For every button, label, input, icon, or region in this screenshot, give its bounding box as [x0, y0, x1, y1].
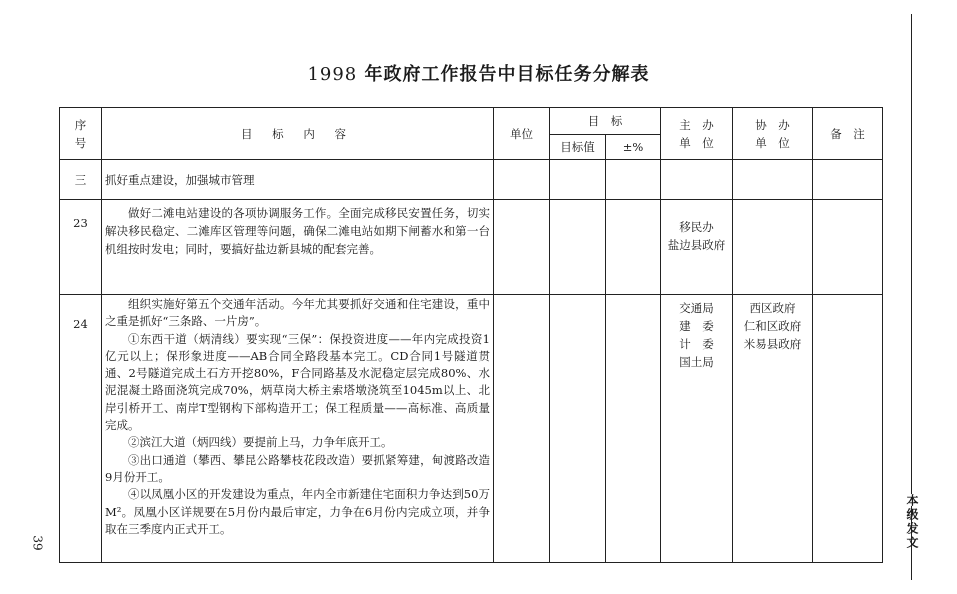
row-pm — [606, 295, 661, 563]
row-lead: 移民办 盐边县政府 — [661, 200, 733, 295]
table-row — [60, 200, 883, 295]
title-text: 年政府工作报告中目标任务分解表 — [364, 64, 650, 85]
row-unit — [494, 160, 550, 200]
task-table — [59, 107, 883, 563]
header-target: 目 标 — [550, 108, 661, 135]
row-target-value — [550, 200, 606, 295]
row-content: 组织实施好第五个交通年活动。今年尤其要抓好交通和住宅建设，重中之重是抓好“三条路、一片房”。 ①东西干道（炳清线）要实现“三保”：保投资进度——年内完成投资1亿元以上；保形象进度——AB合同全路段基本完工。CD合同1号隧道贯通、2号隧道完成土石方开挖80%，F合同路基及水泥稳定层完成80%、水泥混凝土路面浇筑完成70%，炳草岗大桥主索塔墩浇筑至1045m以上、北岸引桥开工、南岸T型钢构下部构造开工；保工程质量——高标准、高质量完成。 ②滨江大道（炳四线）要提前上马，力争年底开工。 ③出口通道（攀西、攀昆公路攀枝花段改造）要抓紧筹建，甸渡路改造9月份开工。 ④以凤凰小区的开发建设为重点，年内全市新建住宅面积力争达到50万M²。凤凰小区详规要在5月份内最后审定，力争在6月份内完成立项，并争取在三季度内正式开工。 — [102, 295, 494, 563]
title-year: 1998 — [307, 64, 358, 85]
header-row-1 — [60, 108, 883, 135]
row-unit — [494, 295, 550, 563]
row-note — [813, 200, 883, 295]
row-lead — [661, 160, 733, 200]
page-title — [0, 60, 957, 86]
row-unit — [494, 200, 550, 295]
header-pm: ±% — [606, 135, 661, 160]
row-seq: 三 — [60, 160, 102, 200]
row-seq: 24 — [60, 295, 102, 563]
row-target-value — [550, 160, 606, 200]
row-assist: 西区政府 仁和区政府 米易县政府 — [733, 295, 813, 563]
row-assist — [733, 200, 813, 295]
row-assist — [733, 160, 813, 200]
header-note: 备 注 — [813, 108, 883, 160]
header-unit: 单位 — [494, 108, 550, 160]
row-target-value — [550, 295, 606, 563]
header-seq: 序 号 — [60, 108, 102, 160]
table-row — [60, 160, 883, 200]
row-lead: 交通局 建 委 计 委 国土局 — [661, 295, 733, 563]
header-assist: 协 办 单 位 — [733, 108, 813, 160]
row-pm — [606, 200, 661, 295]
table-row — [60, 295, 883, 563]
row-content: 抓好重点建设，加强城市管理 — [102, 160, 494, 200]
row-pm — [606, 160, 661, 200]
row-note — [813, 295, 883, 563]
margin-rule — [911, 14, 912, 494]
side-label: 本级发文 — [905, 494, 919, 550]
row-note — [813, 160, 883, 200]
row-seq: 23 — [60, 200, 102, 295]
header-target-value: 目标值 — [550, 135, 606, 160]
page-number: 39 — [30, 535, 45, 551]
row-content: 做好二滩电站建设的各项协调服务工作。全面完成移民安置任务，切实解决移民稳定、二滩库区管理等问题，确保二滩电站如期下闸蓄水和第一台机组按时发电；同时，要搞好盐边新县城的配套完善。 — [102, 200, 494, 295]
header-content: 目 标 内 容 — [102, 108, 494, 160]
header-lead: 主 办 单 位 — [661, 108, 733, 160]
